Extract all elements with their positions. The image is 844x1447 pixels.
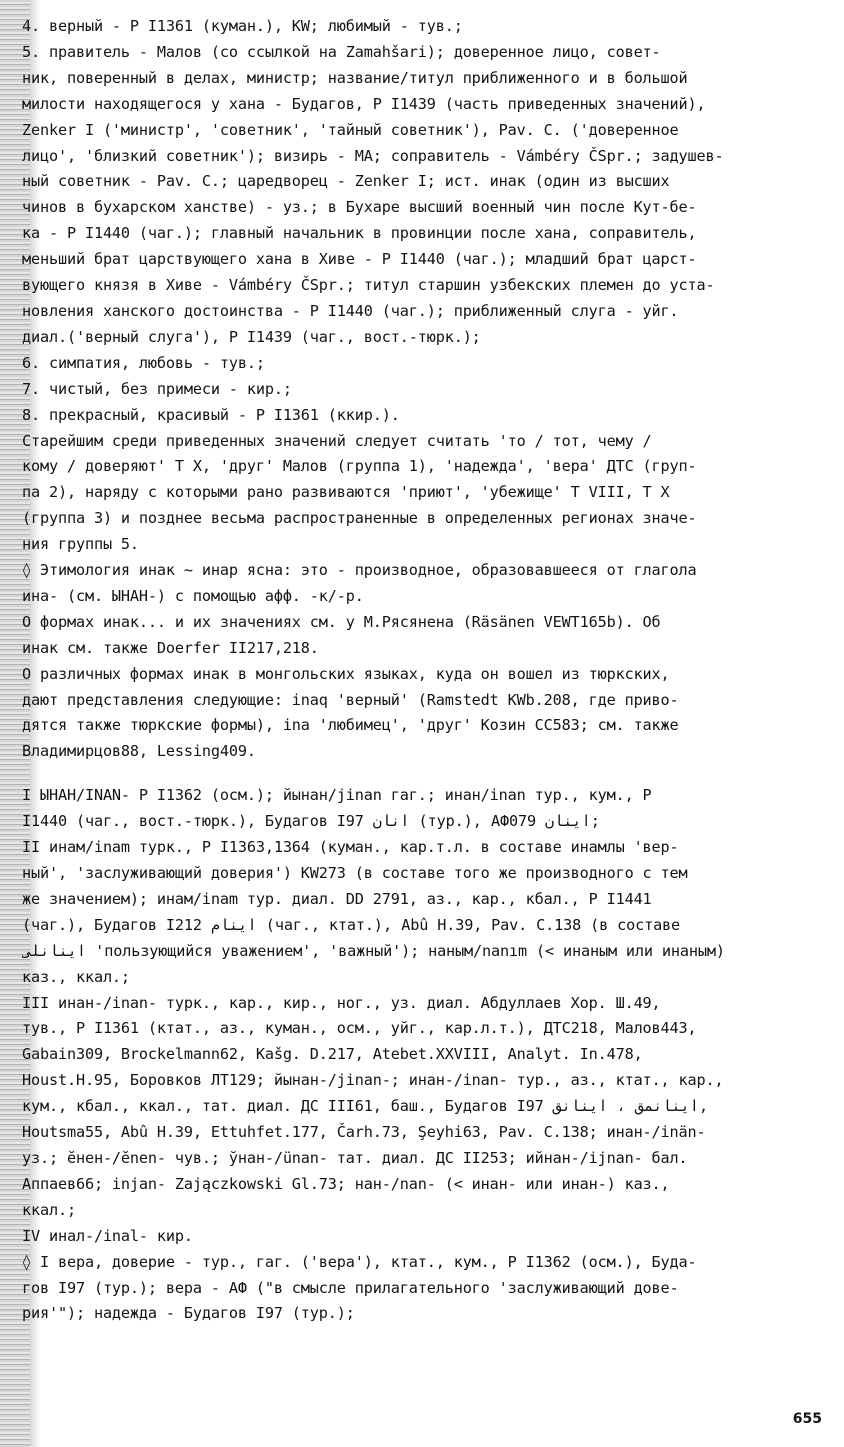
text-line: каз., ккал.; (22, 967, 130, 986)
text-line: ния группы 5. (22, 535, 139, 554)
text-line: лицо', 'близкий советник'); визирь - МА; соправитель - Vámbéry ČSpr.; задушев- (22, 146, 724, 165)
dictionary-entry-part-b (22, 783, 832, 1327)
text-line: меньший брат царствующего хана в Хиве - P I1440 (чаг.); младший брат царст- (22, 250, 697, 269)
page-number: 655 (792, 1411, 822, 1427)
text-line: I1440 (чаг., вост.-тюрк.), Будагов I97 انان (тур.), АФ079 اينان; (22, 812, 600, 831)
text-line: ◊ I вера, доверие - тур., гаг. ('вера'), ктат., кум., P I1362 (осм.), Буда- (22, 1252, 697, 1271)
text-line: 5. правитель - Малов (со ссылкой на Zamahšari); доверенное лицо, совет- (22, 42, 661, 61)
text-line: па 2), наряду с которыми рано развиваются 'приют', 'убежище' T VIII, T X (22, 483, 670, 502)
text-line: О различных формах инак в монгольских языках, куда он вошел из тюркских, (22, 664, 670, 683)
text-line: гов I97 (тур.); вера - АФ ("в смысле прилагательного 'заслуживающий дове- (22, 1278, 679, 1297)
section-gap (22, 765, 832, 783)
text-line: Houst.H.95, Боровков ЛТ129; йынан-/jinan-; инан-/inan- тур., аз., ктат., кар., (22, 1071, 724, 1090)
text-line: ный советник - Pav. C.; царедворец - Zenker I; ист. инак (один из высших (22, 172, 670, 191)
text-line: ккал.; (22, 1200, 76, 1219)
text-line: чинов в бухарском ханстве) - уз.; в Бухаре высший военный чин после Кут-бе- (22, 198, 697, 217)
text-line: 4. верный - P I1361 (куман.), KW; любимый - тув.; (22, 17, 463, 35)
text-line: милости находящегося у хана - Будагов, P I1439 (часть приведенных значений), (22, 94, 706, 113)
text-line: ка - P I1440 (чаг.); главный начальник в провинции после хана, соправитель, (22, 224, 697, 243)
text-line: ◊ Этимология инак ~ инар ясна: это - производное, образовавшееся от глагола (22, 561, 697, 580)
text-line: тув., P I1361 (ктат., аз., куман., осм., уйг., кар.л.т.), ДТС218, Малов443, (22, 1019, 697, 1038)
text-line: II инам/inam турк., P I1363,1364 (куман., кар.т.л. в составе инамлы 'вер- (22, 838, 679, 857)
text-line: Zenker I ('министр', 'советник', 'тайный советник'), Pav. C. ('доверенное (22, 120, 679, 139)
text-line: (группа 3) и позднее весьма распространенные в определенных регионах значе- (22, 509, 697, 528)
text-line: 7. чистый, без примеси - кир.; (22, 379, 292, 398)
text-line: اينانلى 'пользующийся уважением', 'важный'); наным/nanım (< инаным или инаным) (22, 941, 725, 960)
text-line: новления ханского достоинства - P I1440 (чаг.); приближенный слуга - уйг. (22, 301, 679, 320)
text-line: Houtsma55, Abû H.39, Ettuhfet.177, Čarh.73, Şeyhi63, Pav. C.138; инан-/inän- (22, 1123, 706, 1142)
text-line: инак см. также Doerfer II217,218. (22, 638, 319, 657)
text-line: О формах инак... и их значениях см. у М.Рясянена (Räsänen VEWT165b). Об (22, 612, 661, 631)
text-line: ный', 'заслуживающий доверия') KW273 (в составе того же производного с тем (22, 864, 688, 882)
text-line: IV инал-/inal- кир. (22, 1226, 193, 1245)
text-line: кум., кбал., ккал., тат. диал. ДС III61, баш., Будагов I97 اينانمق ، اينانق, (22, 1097, 709, 1116)
text-line: 8. прекрасный, красивый - P I1361 (ккир.). (22, 405, 400, 424)
text-line: же значением); инам/inam тур. диал. DD 2791, аз., кар., кбал., P I1441 (22, 889, 652, 908)
text-line: диал.('верный слуга'), P I1439 (чаг., вост.-тюрк.); (22, 327, 481, 346)
text-line: III инан-/inan- турк., кар., кир., ног., уз. диал. Абдуллаев Хор. Ш.49, (22, 993, 661, 1012)
text-line: ник, поверенный в делах, министр; название/титул приближенного и в большой (22, 68, 688, 87)
text-line: 6. симпатия, любовь - тув.; (22, 353, 265, 372)
text-line: I ЫНАН/INAN- P I1362 (осм.); йынан/jinan гаг.; инан/inan тур., кум., P (22, 786, 652, 805)
text-line: дятся также тюркские формы), ina 'любимец', 'друг' Козин CC583; см. также (22, 716, 679, 735)
text-line: Старейшим среди приведенных значений следует считать 'то / тот, чему / (22, 431, 652, 450)
text-line: Gabain309, Brockelmann62, Kašg. D.217, Atebet.XXVIII, Analyt. In.478, (22, 1045, 643, 1064)
dictionary-entry-part-a (22, 14, 832, 765)
text-line: уз.; ĕнен-/ĕnen- чув.; ўнан-/ünan- тат. диал. ДС II253; ийнан-/ijnan- бал. (22, 1148, 688, 1167)
text-line: кому / доверяют' T X, 'друг' Малов (группа 1), 'надежда', 'вера' ДТС (груп- (22, 457, 697, 476)
text-line: рия'"); надежда - Будагов I97 (тур.); (22, 1304, 355, 1323)
text-line: дают представления следующие: inaq 'верный' (Ramstedt KWb.208, где приво- (22, 690, 679, 709)
text-line: ина- (см. ЫНАН-) с помощью афф. -к/-р. (22, 586, 364, 605)
text-line: Аппаев66; injan- Zajączkowski Gl.73; нан-/nan- (< инан- или инан-) каз., (22, 1174, 670, 1193)
text-line: Владимирцов88, Lessing409. (22, 742, 256, 761)
document-page (22, 14, 832, 1327)
text-line: (чаг.), Будагов I212 اينام (чаг., ктат.), Abû H.39, Pav. C.138 (в составе (22, 915, 681, 934)
text-line: вующего князя в Хиве - Vámbéry ČSpr.; титул старшин узбекских племен до уста- (22, 276, 715, 295)
